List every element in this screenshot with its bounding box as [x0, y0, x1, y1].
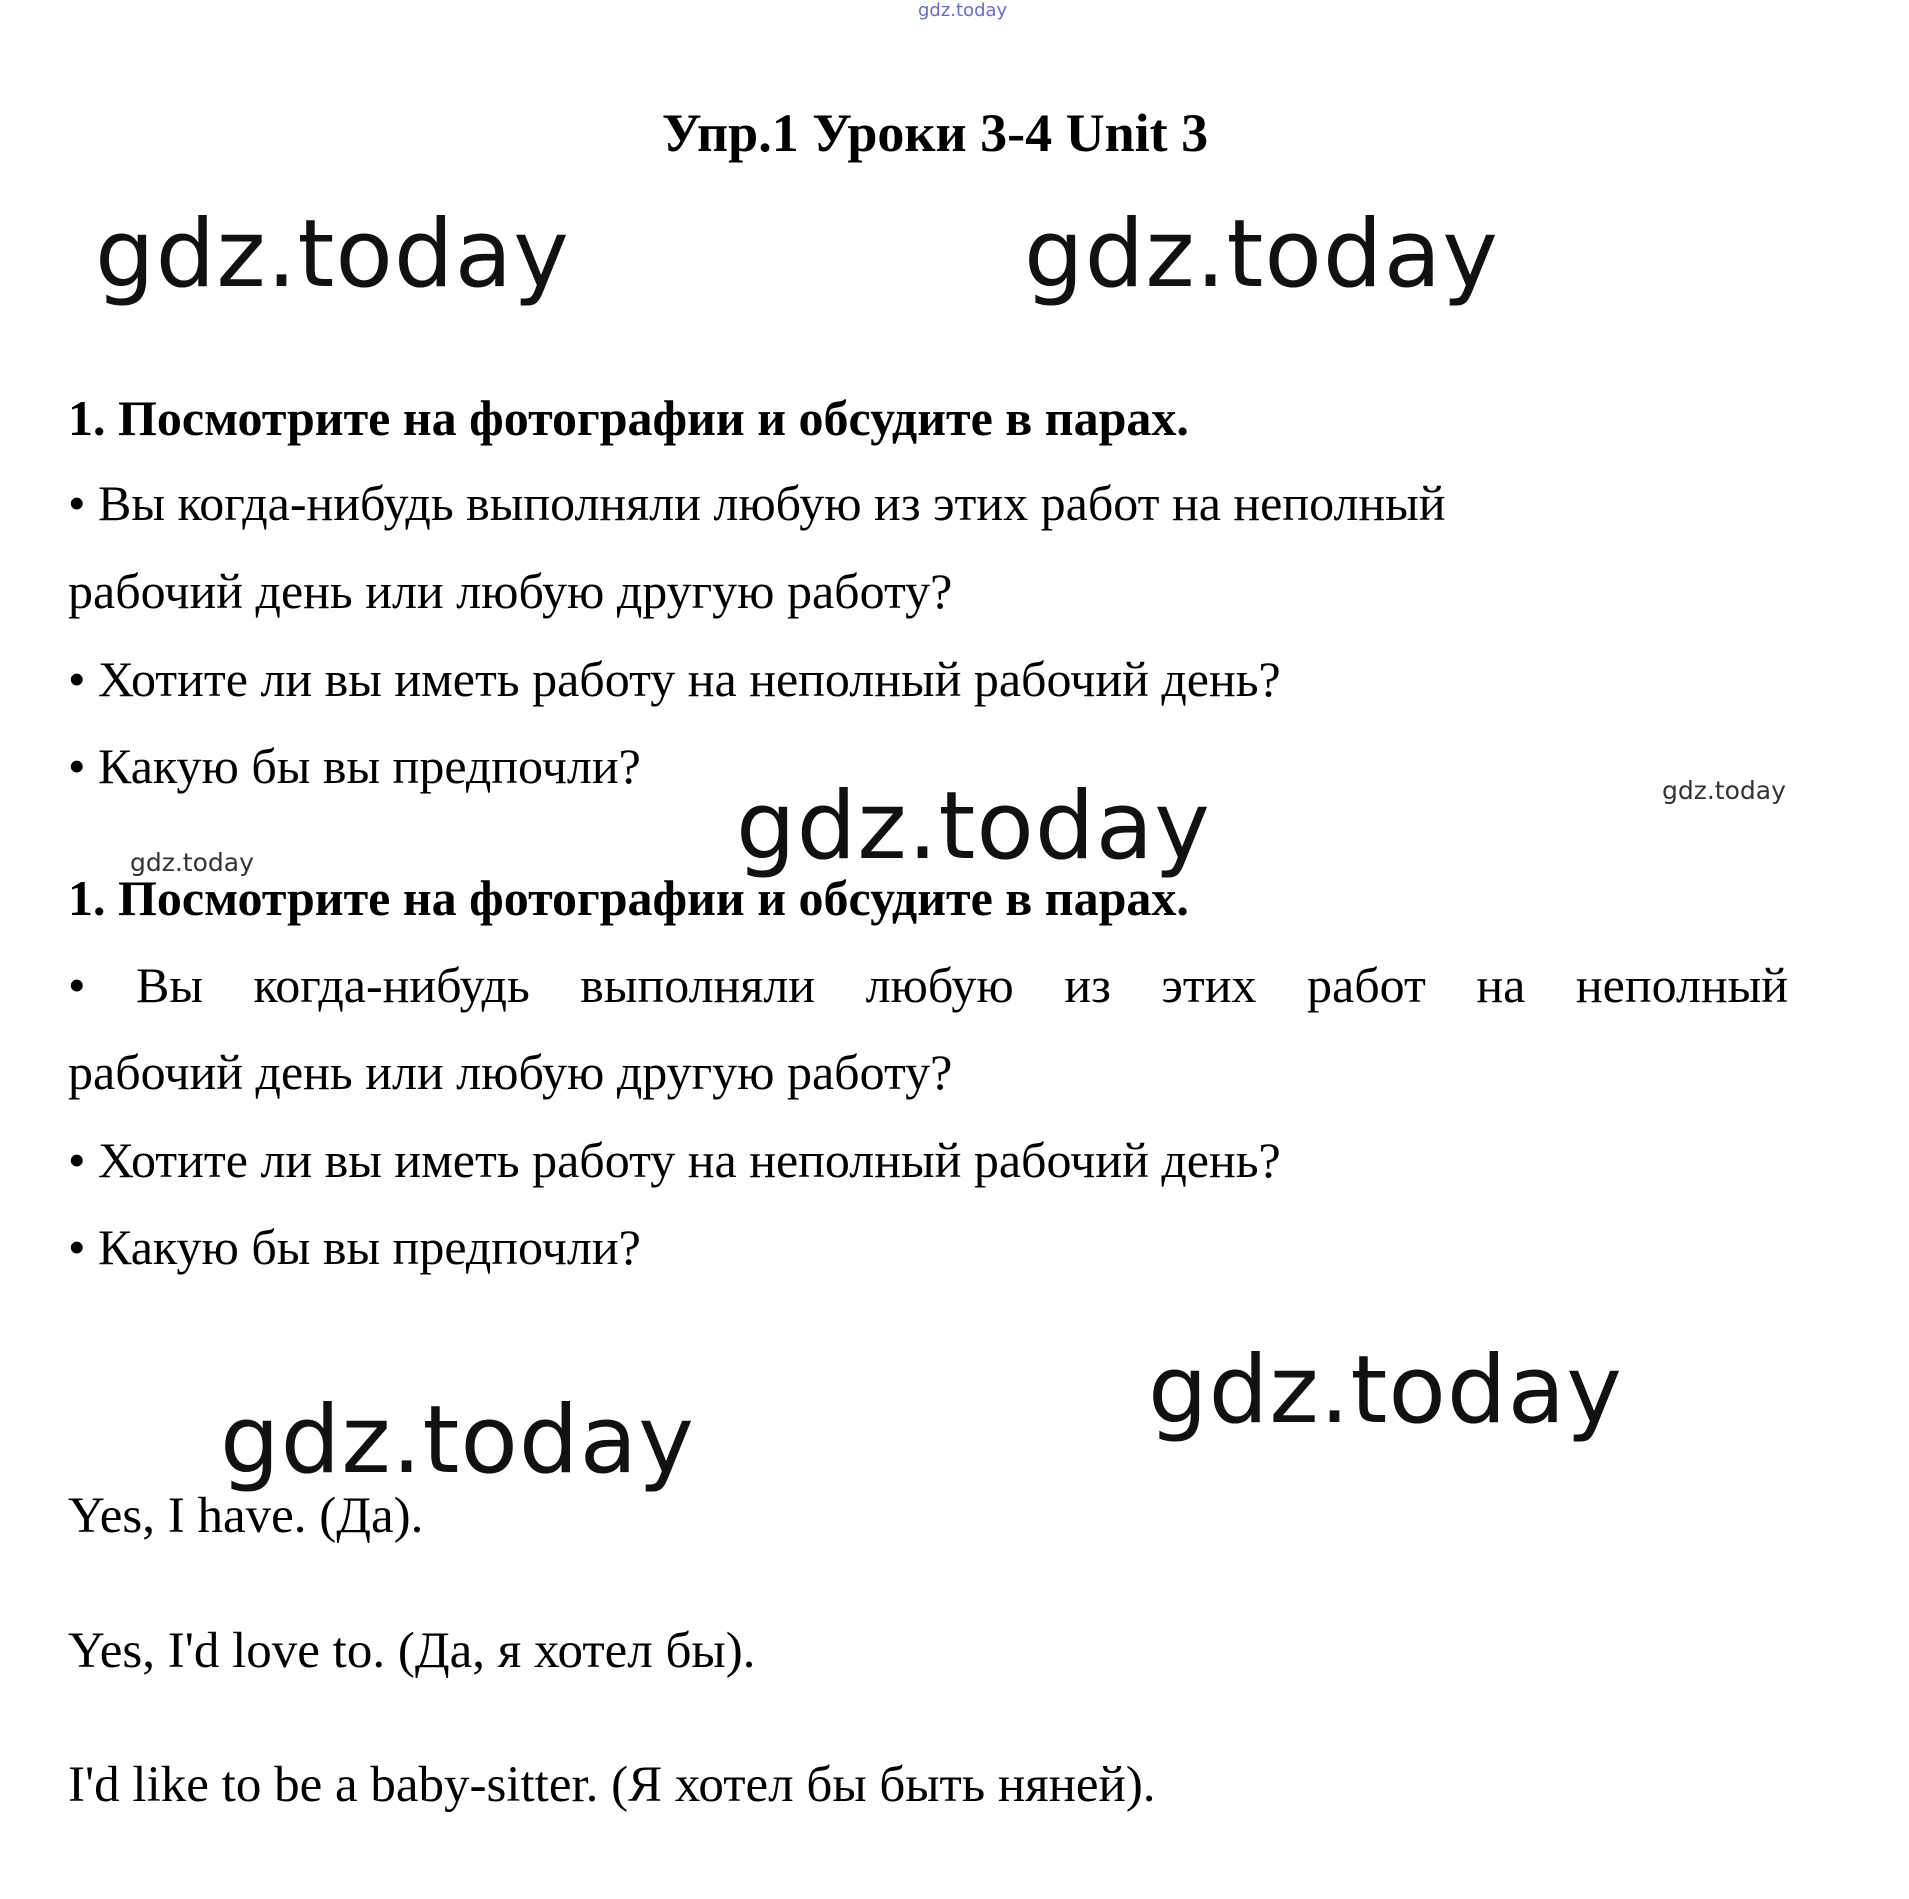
- answer-line: Yes, I'd love to. (Да, я хотел бы).: [68, 1623, 756, 1679]
- task-bullet-text: • Хотите ли вы иметь работу на неполный рабочий день?: [68, 1132, 1281, 1188]
- task-heading: 1. Посмотрите на фотографии и обсудите в парах.: [68, 870, 1189, 926]
- answer-line: I'd like to be a baby-sitter. (Я хотел бы быть няней).: [68, 1757, 1156, 1813]
- watermark-large: gdz.today: [736, 772, 1211, 881]
- task-bullet-text: рабочий день или любую другую работу?: [68, 563, 953, 619]
- task-bullet-text: • Вы когда-нибудь выполняли любую из этих работ на неполный: [68, 475, 1446, 531]
- watermark-large: gdz.today: [1148, 1336, 1623, 1445]
- task-bullet-text: рабочий день или любую другую работу?: [68, 1044, 953, 1100]
- task-bullet-text: • Какую бы вы предпочли?: [68, 738, 641, 794]
- answer-line: Yes, I have. (Да).: [68, 1488, 424, 1544]
- watermark-large: gdz.today: [1024, 200, 1499, 309]
- watermark-large: gdz.today: [220, 1386, 695, 1495]
- task-bullet-text: • Вы когда-нибудь выполняли любую из этих работ на неполный: [68, 957, 1788, 1013]
- watermark-large: gdz.today: [95, 200, 570, 309]
- task-bullet-text: • Хотите ли вы иметь работу на неполный рабочий день?: [68, 651, 1281, 707]
- task-bullet-text: • Какую бы вы предпочли?: [68, 1219, 641, 1275]
- task-heading: 1. Посмотрите на фотографии и обсудите в парах.: [68, 390, 1189, 446]
- watermark-small: gdz.today: [130, 848, 254, 877]
- page-title: Упр.1 Уроки 3-4 Unit 3: [661, 103, 1209, 163]
- watermark-top: gdz.today: [918, 0, 1008, 21]
- watermark-small: gdz.today: [1662, 776, 1786, 805]
